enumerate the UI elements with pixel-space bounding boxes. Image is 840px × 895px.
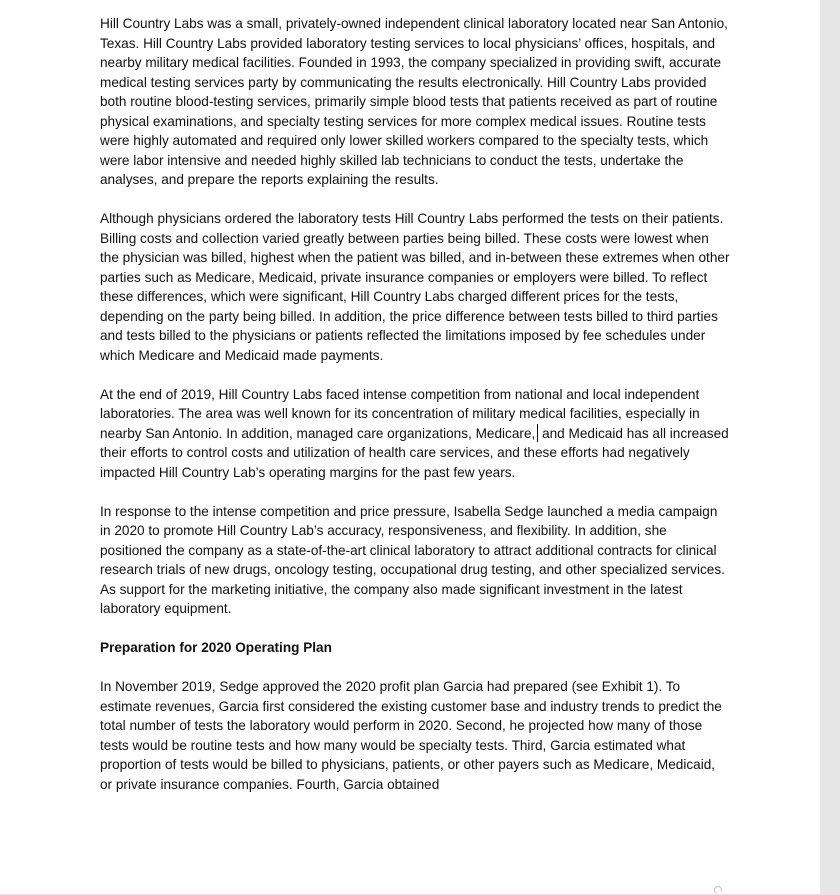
text-cursor <box>537 424 538 442</box>
document-canvas <box>820 0 840 894</box>
paragraph-marketing[interactable]: In response to the intense competition and price pressure, Isabella Sedge launched a media campaign in 2020 to promote Hill Country Lab’s accuracy, responsiveness, and flexibility. In addition, she positioned the company as a state-of-the-art clinical laboratory to attract additional contracts for clinical research trials of new drugs, oncology testing, occupational drug testing, and other specialized services. As support for the marketing initiative, the company also made significant investment in the latest laboratory equipment. <box>100 503 725 616</box>
paragraph-billing[interactable]: Although physicians ordered the laboratory tests Hill Country Labs performed the tests on their patients. Billing costs and collection varied greatly between parties being billed. These costs were lowest when the physician was billed, highest when the patient was billed, and in-between these extremes when other parties such as Medicare, Medicaid, private insurance companies or employers were billed. To reflect these differences, which were significant, Hill Country Labs charged different prices for the tests, depending on the party being billed. In addition, the price difference between tests billed to third parties and tests billed to the physicians or patients reflected the limitations imposed by fee schedules under which Medicare and Medicaid made payments. <box>100 211 730 363</box>
paragraph-operating-plan[interactable]: In November 2019, Sedge approved the 2020 profit plan Garcia had prepared (see Exhibit 1). To estimate revenues, Garcia first considered the existing customer base and industry trends to predict the total number of tests the laboratory would perform in 2020. Second, he projected how many of those tests would be routine tests and how many would be specialty tests. Third, Garcia estimated what proportion of tests would be billed to physicians, patients, or other payers such as Medicare, Medicaid, or private insurance companies. Fourth, Garcia obtained <box>100 679 722 792</box>
section-heading[interactable]: Preparation for 2020 Operating Plan <box>100 640 332 655</box>
paragraph-competition[interactable] <box>100 385 730 483</box>
document-body[interactable] <box>100 14 730 814</box>
paragraph-competition-continuation: and Medicaid has all increased their efforts to control costs and utilization of health care services, and these efforts had negatively impacted Hill Country Lab’s operating margins for the past few years. <box>100 425 729 480</box>
margin-marker <box>713 885 723 895</box>
paragraph-competition-text: At the end of 2019, Hill Country Labs faced intense competition from national and local independent laboratories. The area was well known for its concentration of military medical facilities, especially in nearby San Antonio. In addition, managed care organizations, Medicare, <box>100 386 700 441</box>
paragraph-company-overview[interactable]: Hill Country Labs was a small, privately-owned independent clinical laboratory located near San Antonio, Texas. Hill Country Labs provided laboratory testing services to local physicians’ offices, hospitals, and nearby military medical facilities. Founded in 1993, the company specialized in providing swift, accurate medical testing services party by communicating the results electronically. Hill Country Labs provided both routine blood-testing services, primarily simple blood tests that patients received as part of routine physical examinations, and specialty testing services for more complex medical issues. Routine tests were highly automated and required only lower skilled workers compared to the specialty tests, which were labor intensive and needed highly skilled lab technicians to conduct the tests, undertake the analyses, and prepare the reports explaining the results. <box>100 16 728 187</box>
